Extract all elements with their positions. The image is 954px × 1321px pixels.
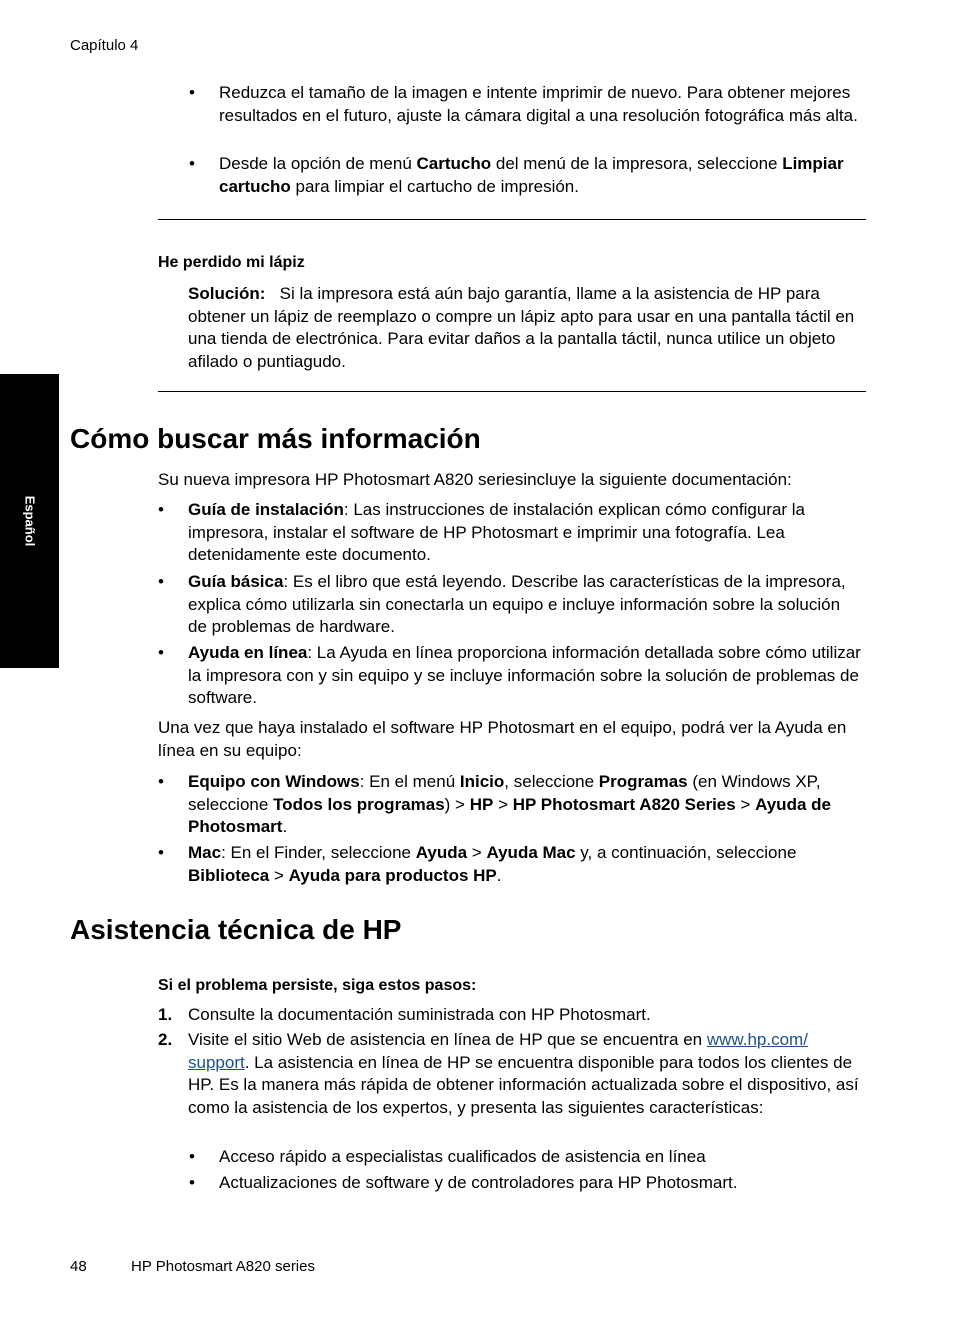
support-subheading: Si el problema persiste, siga estos pasos: <box>158 977 477 994</box>
language-tab-label: Español <box>22 495 37 547</box>
lost-pen-heading: He perdido mi lápiz <box>158 254 305 271</box>
lost-pen-solution: Solución: Si la impresora está aún bajo garantía, llame a la asistencia de HP para obtener un lápiz de reemplazo o compre un lápiz apto para usar en una pantalla táctil en una tienda de electrónica. Para evitar daños a la pantalla táctil, nunca utilice un objeto afilado o puntiagudo. <box>188 284 855 371</box>
bullet-icon: • <box>189 1147 195 1166</box>
step-item: 2. Visite el sitio Web de asistencia en línea de HP que se encuentra en www.hp.com/ support. La asistencia en línea de HP se encuentra disponible para todos los clientes de HP. Es la manera más rápida de obtener información actualizada sobre el dispositivo, así como la asistencia de los expertos, y presenta las siguientes características: <box>158 1030 859 1117</box>
page-number: 48 <box>70 1258 87 1275</box>
bullet-icon: • <box>189 83 195 102</box>
solution-label: Solución: <box>188 284 266 303</box>
step-number: 1. <box>158 1005 173 1024</box>
list-item: • Guía básica: Es el libro que está leyendo. Describe las características de la impresora, explica cómo utilizarla sin conectarla un equipo e incluye información sobre la solución de problemas de hardware. <box>158 572 846 636</box>
bullet-icon: • <box>189 154 195 173</box>
language-side-tab <box>0 374 59 668</box>
footer-product: HP Photosmart A820 series <box>131 1258 315 1275</box>
hp-support-link[interactable]: www.hp.com/ <box>706 1030 808 1049</box>
bullet-icon: • <box>158 843 164 862</box>
step-number: 2. <box>158 1030 173 1049</box>
more-info-intro: Su nueva impresora HP Photosmart A820 seriesincluye la siguiente documentación: <box>158 470 792 489</box>
list-item: • Actualizaciones de software y de controladores para HP Photosmart. <box>219 1172 859 1195</box>
bullet-icon: • <box>158 643 164 662</box>
list-item: • Ayuda en línea: La Ayuda en línea proporciona información detallada sobre cómo utilizar la impresora con y sin equipo y se incluye información sobre la solución de problemas de software. <box>158 643 861 707</box>
hp-support-link-cont[interactable]: support <box>188 1052 245 1072</box>
list-item: • Equipo con Windows: En el menú Inicio, seleccione Programas (en Windows XP, seleccione Todos los programas) > HP > HP Photosmart A820 Series > Ayuda de Photosmart. <box>158 772 831 836</box>
step-item: 1. Consulte la documentación suministrada con HP Photosmart. <box>188 1004 868 1027</box>
list-item: • Acceso rápido a especialistas cualificados de asistencia en línea <box>219 1146 859 1169</box>
chapter-header: Capítulo 4 <box>70 37 139 54</box>
list-item: • Desde la opción de menú Cartucho del menú de la impresora, seleccione Limpiar cartucho para limpiar el cartucho de impresión. <box>189 154 844 196</box>
bullet-icon: • <box>189 1173 195 1192</box>
list-item: • Mac: En el Finder, seleccione Ayuda > Ayuda Mac y, a continuación, seleccione Biblioteca > Ayuda para productos HP. <box>158 843 797 885</box>
bullet-icon: • <box>158 772 164 791</box>
bullet-icon: • <box>158 572 164 591</box>
more-info-title: Cómo buscar más información <box>70 423 481 454</box>
section-divider <box>158 219 866 220</box>
support-title: Asistencia técnica de HP <box>70 914 402 945</box>
bullet-icon: • <box>158 500 164 519</box>
section-divider <box>158 391 866 392</box>
list-item: • Reduzca el tamaño de la imagen e intente imprimir de nuevo. Para obtener mejores resultados en el futuro, ajuste la cámara digital a una resolución fotográfica más alta. <box>189 83 858 125</box>
list-item: • Guía de instalación: Las instrucciones de instalación explican cómo configurar la impresora, instalar el software de HP Photosmart e imprimir una fotografía. Lea detenidamente este documento. <box>158 500 806 564</box>
after-install-text: Una vez que haya instalado el software HP Photosmart en el equipo, podrá ver la Ayuda en línea en su equipo: <box>158 718 847 760</box>
